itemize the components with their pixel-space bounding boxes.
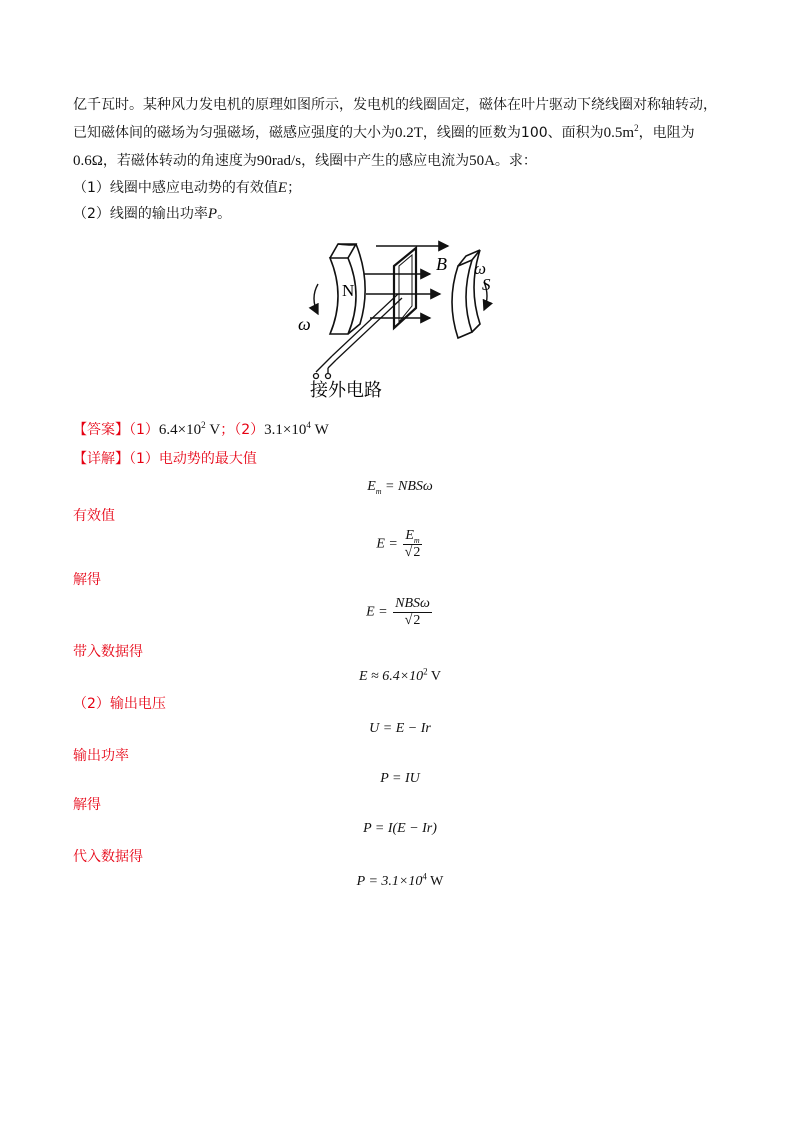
coil (394, 248, 416, 328)
coil-resistance: 0.6Ω (73, 153, 103, 169)
label-s: S (482, 275, 491, 294)
step-output-voltage: （2）输出电压 (73, 696, 166, 712)
field-strength: 0.2T (395, 125, 423, 141)
answer-line: 【答案】$(1)6.4\times 10^2$ V；$(2)3.1\times 10^4$ W (73, 420, 329, 438)
text-segment: ，线圈的匝数为100、面积为 (422, 125, 604, 141)
step-effective-value: 有效值 (73, 508, 115, 524)
text-segment: ，电阻为 (638, 125, 695, 141)
text-segment: 已知磁体间的磁场为匀强磁场，磁感应强度的大小为 (73, 125, 395, 141)
equation-emf-max: $E_m = NBS\omega$ (367, 479, 433, 496)
generator-diagram (290, 236, 500, 404)
label-omega-right: ω (474, 259, 487, 278)
problem-text: 亿千瓦时。某种风力发电机的原理如图所示，发电机的线圈固定，磁体在叶片驱动下绕线圈对称轴转动， (73, 97, 717, 113)
equation-power-value: $P = 3.1\times 10^4$ W (356, 871, 444, 889)
answer-value-1: $6.4\times 10^2$ V (158, 420, 221, 438)
step-output-power: 输出功率 (73, 748, 129, 764)
problem-line-1 (73, 95, 717, 115)
induced-current: 50A (469, 153, 495, 169)
lead-wires (314, 294, 403, 379)
step-solve-1: 解得 (73, 572, 101, 588)
question-2: （2）线圈的输出功率P。 (73, 206, 232, 222)
problem-line-2 (73, 123, 695, 143)
rotation-arrow-left (314, 284, 318, 314)
text-segment: 。求： (494, 153, 537, 169)
angular-velocity: 90rad/s (256, 153, 302, 169)
equation-power: P = IU (380, 771, 420, 786)
detail-heading: 【详解】（1）电动势的最大值 (73, 451, 257, 467)
equation-power-expanded: P = I(E − Ir) (363, 821, 437, 836)
equation-emf-value: $E \approx 6.4\times 10^2$ V (358, 666, 442, 684)
step-substitute-1: 带入数据得 (73, 644, 143, 660)
text-segment: ，线圈中产生的感应电流为 (301, 153, 470, 169)
answer-tag: 【答案】 (73, 422, 129, 438)
problem-line-3 (73, 151, 537, 171)
text-segment: ，若磁体转动的角速度为 (102, 153, 257, 169)
equation-output-voltage: U = E − Ir (369, 721, 431, 736)
detail-tag: 【详解】 (73, 451, 129, 467)
answer-value-2: $3.1\times 10^4$ W (264, 420, 329, 438)
step-solve-2: 解得 (73, 797, 101, 813)
label-b: B (436, 254, 447, 274)
caption-external-circuit: 接外电路 (310, 380, 382, 401)
equation-effective: E = $\frac{E_m}{√2}$ (376, 528, 421, 560)
label-n: N (342, 281, 355, 300)
step-substitute-2: 代入数据得 (73, 849, 143, 865)
question-1: （1）线圈中感应电动势的有效值E； (73, 180, 302, 196)
coil-area: $0.5m^2$ (603, 123, 639, 141)
label-omega-left: ω (298, 314, 311, 334)
equation-solved: E = $\frac{\text{NBSω}}{√2}$ (366, 596, 430, 628)
